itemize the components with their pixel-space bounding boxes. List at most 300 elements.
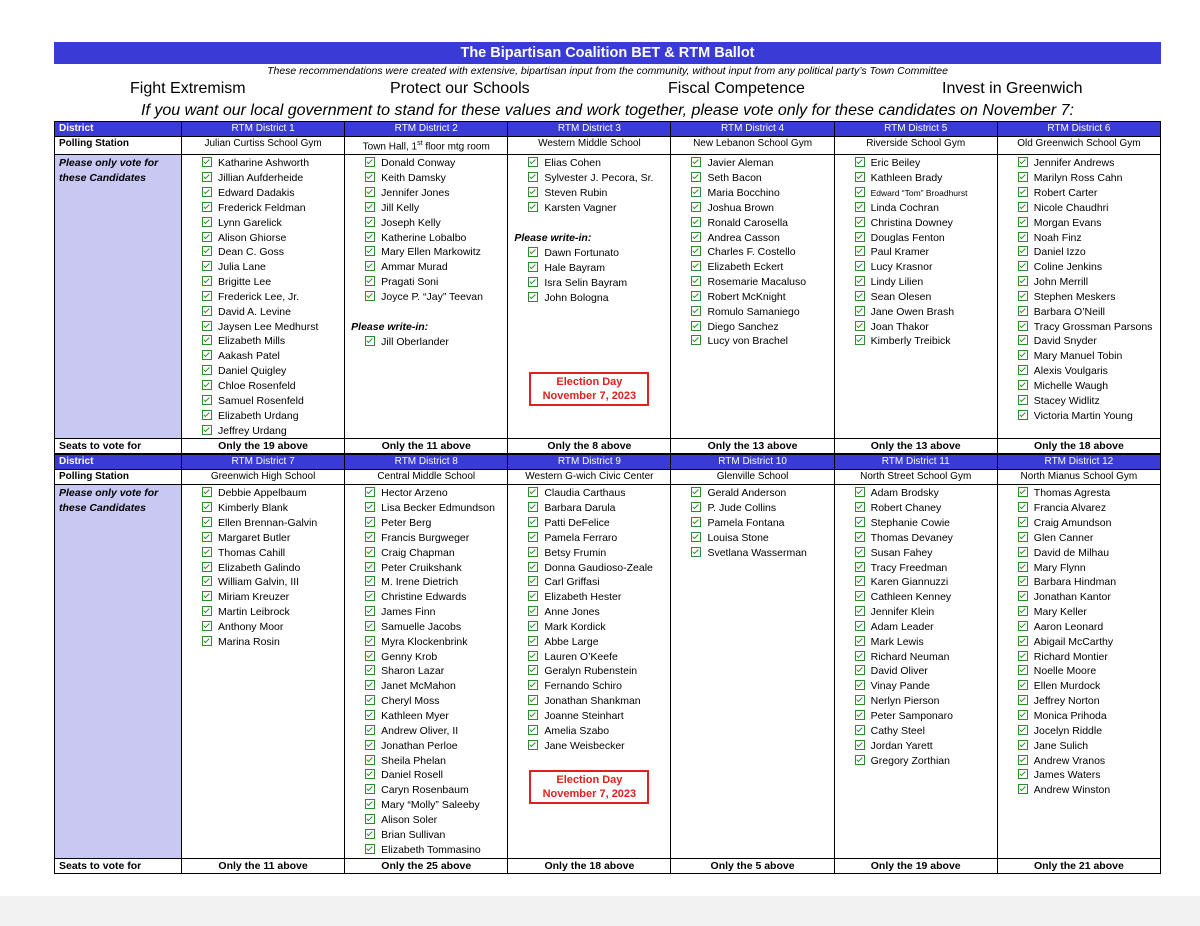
checkbox-icon [202, 335, 212, 345]
candidate-name: Sean Olesen [870, 290, 932, 303]
candidate-item [202, 531, 344, 546]
seats-count: Only the 19 above [834, 859, 997, 874]
candidate-item [1018, 379, 1160, 394]
candidate-name: Eric Beiley [870, 157, 921, 170]
candidate-cell [997, 155, 1160, 439]
value-fight-extremism: Fight Extremism [130, 80, 246, 97]
candidate-item [528, 724, 670, 739]
candidate-item [202, 305, 344, 320]
polling-label: Polling Station [55, 470, 182, 485]
checkbox-icon [202, 365, 212, 375]
candidate-item [1018, 260, 1160, 275]
checkbox-icon [855, 187, 865, 197]
seats-count: Only the 13 above [671, 439, 834, 455]
value-protect-schools: Protect our Schools [390, 80, 530, 97]
checkbox-icon [1018, 395, 1028, 405]
candidate-name: Jeffrey Urdang [218, 424, 287, 437]
checkbox-icon [365, 755, 375, 765]
candidate-item [202, 216, 344, 231]
checkbox-icon [365, 547, 375, 557]
checkbox-icon [1018, 246, 1028, 256]
polling-label: Polling Station [55, 137, 182, 155]
checkbox-icon [855, 665, 865, 675]
candidate-item [855, 546, 997, 561]
please-vote-label: Please only vote for these Candidates [55, 155, 182, 439]
candidate-item [528, 635, 670, 650]
candidate-item [855, 260, 997, 275]
candidate-item [855, 605, 997, 620]
candidate-name: Dean C. Goss [218, 246, 284, 259]
candidate-item [365, 546, 507, 561]
checkbox-icon [365, 336, 375, 346]
checkbox-icon [202, 350, 212, 360]
candidate-name: Rosemarie Macaluso [707, 276, 807, 289]
candidate-name: Keith Damsky [381, 172, 446, 185]
checkbox-icon [1018, 591, 1028, 601]
candidate-item [855, 620, 997, 635]
checkbox-icon [1018, 784, 1028, 794]
ballot-page [54, 42, 1161, 874]
checkbox-icon [855, 636, 865, 646]
candidate-item [855, 305, 997, 320]
election-day-label: Election Day [556, 375, 623, 388]
candidate-name: Tracy Grossman Parsons [1033, 320, 1153, 333]
seats-count: Only the 13 above [834, 439, 997, 455]
candidate-item [1018, 605, 1160, 620]
candidate-name: Kathleen Myer [381, 710, 449, 723]
checkbox-icon [691, 306, 701, 316]
checkbox-icon [528, 277, 538, 287]
candidate-name: Jonathan Shankman [544, 695, 641, 708]
checkbox-icon [202, 517, 212, 527]
candidate-name: Ellen Brennan-Galvin [218, 517, 318, 530]
candidate-name: Monica Prihoda [1033, 710, 1107, 723]
checkbox-icon [528, 247, 538, 257]
checkbox-icon [691, 321, 701, 331]
candidate-name: Jennifer Andrews [1033, 157, 1115, 170]
district-header-row [55, 454, 1161, 470]
candidate-item [1018, 501, 1160, 516]
candidate-name: Joyce P. “Jay” Teevan [381, 290, 483, 303]
checkbox-icon [365, 695, 375, 705]
candidate-item [855, 664, 997, 679]
district-name: RTM District 3 [508, 122, 671, 137]
candidate-item [365, 664, 507, 679]
candidate-item [855, 486, 997, 501]
candidate-item [855, 290, 997, 305]
candidate-name: Martin Leibrock [218, 606, 290, 619]
checkbox-icon [1018, 217, 1028, 227]
checkbox-icon [528, 292, 538, 302]
checkbox-icon [855, 532, 865, 542]
please-vote-label: Please only vote for these Candidates [55, 485, 182, 859]
checkbox-icon [1018, 665, 1028, 675]
candidate-cell [508, 485, 671, 859]
checkbox-icon [528, 621, 538, 631]
candidate-item [1018, 320, 1160, 335]
candidate-name: Claudia Carthaus [544, 487, 626, 500]
checkbox-icon [1018, 740, 1028, 750]
checkbox-icon [528, 202, 538, 212]
checkbox-icon [365, 725, 375, 735]
district-name: RTM District 7 [182, 454, 345, 470]
candidate-item [528, 575, 670, 590]
polling-station: Old Greenwich School Gym [997, 137, 1160, 155]
checkbox-icon [1018, 695, 1028, 705]
checkbox-icon [202, 532, 212, 542]
candidate-item [202, 320, 344, 335]
candidate-name: Robert McKnight [707, 290, 786, 303]
checkbox-icon [528, 725, 538, 735]
candidate-item [1018, 709, 1160, 724]
polling-station-sup: st [417, 140, 423, 147]
candidate-item [1018, 679, 1160, 694]
candidate-item [365, 156, 507, 171]
seats-count: Only the 11 above [345, 439, 508, 455]
checkbox-icon [1018, 365, 1028, 375]
candidate-name: Andrea Casson [707, 231, 780, 244]
polling-station: Greenwich High School [182, 470, 345, 485]
candidate-name: Vinay Pande [870, 680, 930, 693]
candidate-item [691, 546, 833, 561]
district-label: District [55, 454, 182, 470]
checkbox-icon [528, 502, 538, 512]
candidate-name: Robert Chaney [870, 502, 942, 515]
checkbox-icon [1018, 769, 1028, 779]
checkbox-icon [528, 680, 538, 690]
candidate-name: Susan Fahey [870, 546, 933, 559]
checkbox-icon [1018, 547, 1028, 557]
candidate-name: Lauren O’Keefe [544, 650, 618, 663]
candidate-name: Adam Brodsky [870, 487, 939, 500]
checkbox-icon [1018, 291, 1028, 301]
spacer [508, 306, 670, 366]
checkbox-icon [202, 621, 212, 631]
candidate-item [691, 486, 833, 501]
candidate-item [528, 739, 670, 754]
candidate-list [508, 485, 670, 753]
candidate-name: Jillian Aufderheide [218, 172, 304, 185]
candidate-name: Marina Rosin [218, 635, 280, 648]
seats-count: Only the 25 above [345, 859, 508, 874]
candidate-name: M. Irene Dietrich [381, 576, 459, 589]
checkbox-icon [202, 606, 212, 616]
candidate-name: Debbie Appelbaum [218, 487, 307, 500]
checkbox-icon [202, 261, 212, 271]
candidate-item [855, 754, 997, 769]
district-name: RTM District 2 [345, 122, 508, 137]
checkbox-icon [528, 187, 538, 197]
candidate-item [1018, 561, 1160, 576]
candidate-name: Elizabeth Urdang [218, 409, 299, 422]
checkbox-icon [365, 276, 375, 286]
polling-station: North Mianus School Gym [997, 470, 1160, 485]
candidate-item [1018, 664, 1160, 679]
candidate-name: Abigail McCarthy [1033, 635, 1114, 648]
checkbox-icon [855, 232, 865, 242]
candidate-name: Elizabeth Mills [218, 335, 286, 348]
candidate-item [1018, 245, 1160, 260]
district-name: RTM District 4 [671, 122, 834, 137]
checkbox-icon [691, 217, 701, 227]
candidate-item [691, 171, 833, 186]
candidate-list [182, 485, 344, 649]
candidate-cell [182, 485, 345, 859]
candidate-list [998, 155, 1160, 423]
candidate-item [855, 201, 997, 216]
candidate-item [855, 245, 997, 260]
candidate-item [855, 679, 997, 694]
candidate-item [1018, 516, 1160, 531]
candidate-item [1018, 186, 1160, 201]
candidate-item [202, 620, 344, 635]
candidate-item [365, 260, 507, 275]
district-name: RTM District 6 [997, 122, 1160, 137]
checkbox-icon [365, 157, 375, 167]
checkbox-icon [855, 606, 865, 616]
checkbox-icon [202, 380, 212, 390]
candidate-item [855, 171, 997, 186]
candidate-item [691, 275, 833, 290]
candidate-name: Katherine Lobalbo [381, 231, 467, 244]
checkbox-icon [855, 576, 865, 586]
candidate-name: David Oliver [870, 665, 928, 678]
checkbox-icon [202, 291, 212, 301]
checkbox-icon [691, 246, 701, 256]
checkbox-icon [528, 157, 538, 167]
candidate-list [508, 155, 670, 215]
candidate-item [855, 516, 997, 531]
candidate-item [855, 320, 997, 335]
checkbox-icon [202, 562, 212, 572]
candidate-name: Barbara O’Neill [1033, 305, 1105, 318]
candidate-list [345, 155, 507, 304]
candidate-item [365, 724, 507, 739]
candidate-item [365, 201, 507, 216]
candidate-name: Jane Sulich [1033, 739, 1089, 752]
candidate-name: Mary Keller [1033, 606, 1087, 619]
district-name: RTM District 5 [834, 122, 997, 137]
candidate-name: Sylvester J. Pecora, Sr. [544, 172, 654, 185]
candidate-name: Samuel Rosenfeld [218, 394, 304, 407]
candidate-item [691, 501, 833, 516]
candidate-item [691, 334, 833, 349]
checkbox-icon [365, 562, 375, 572]
checkbox-icon [855, 306, 865, 316]
checkbox-icon [202, 187, 212, 197]
candidate-name: Donna Gaudioso-Zeale [544, 561, 653, 574]
candidate-item [365, 768, 507, 783]
candidate-name: Michelle Waugh [1033, 379, 1109, 392]
candidate-item [1018, 754, 1160, 769]
candidate-item [691, 156, 833, 171]
checkbox-icon [202, 276, 212, 286]
candidate-name: Joseph Kelly [381, 216, 441, 229]
seats-row [55, 859, 1161, 874]
candidate-name: Brian Sullivan [381, 828, 446, 841]
polling-station-text: Town Hall, 1 [362, 141, 418, 153]
checkbox-icon [855, 651, 865, 661]
spacer [345, 305, 507, 320]
candidate-item [365, 590, 507, 605]
checkbox-icon [691, 276, 701, 286]
candidate-item [1018, 305, 1160, 320]
checkbox-icon [365, 665, 375, 675]
candidate-item [202, 201, 344, 216]
checkbox-icon [202, 246, 212, 256]
candidate-item [365, 575, 507, 590]
candidate-name: Diego Sanchez [707, 320, 779, 333]
write-in-label: Please write-in: [351, 320, 429, 333]
candidate-item [365, 335, 507, 350]
checkbox-icon [365, 784, 375, 794]
candidate-name: Gerald Anderson [707, 487, 787, 500]
checkbox-icon [365, 710, 375, 720]
checkbox-icon [365, 202, 375, 212]
candidate-item [855, 590, 997, 605]
bottom-bar [0, 896, 1200, 926]
checkbox-icon [365, 680, 375, 690]
polling-station: New Lebanon School Gym [671, 137, 834, 155]
candidate-item [202, 409, 344, 424]
checkbox-icon [691, 517, 701, 527]
candidate-name: Paul Kramer [870, 246, 929, 259]
candidate-item [1018, 201, 1160, 216]
candidate-list [671, 485, 833, 560]
checkbox-icon [365, 621, 375, 631]
candidate-item [202, 546, 344, 561]
candidate-item [1018, 216, 1160, 231]
candidate-name: Patti DeFelice [544, 517, 610, 530]
candidate-item [202, 231, 344, 246]
checkbox-icon [202, 202, 212, 212]
polling-station: Julian Curtiss School Gym [182, 137, 345, 155]
seats-count: Only the 5 above [671, 859, 834, 874]
polling-row [55, 137, 1161, 155]
checkbox-icon [202, 157, 212, 167]
candidate-item [365, 216, 507, 231]
checkbox-icon [365, 799, 375, 809]
candidate-item [1018, 783, 1160, 798]
candidate-item [365, 486, 507, 501]
candidate-cell [345, 155, 508, 439]
candidate-item [528, 246, 670, 261]
candidate-item [1018, 156, 1160, 171]
candidate-item [528, 186, 670, 201]
candidate-name: Joshua Brown [707, 201, 775, 214]
candidate-item [855, 186, 997, 201]
checkbox-icon [1018, 710, 1028, 720]
candidate-cell [834, 485, 997, 859]
candidate-item [1018, 171, 1160, 186]
checkbox-icon [202, 321, 212, 331]
checkbox-icon [365, 769, 375, 779]
values-row [54, 79, 1161, 101]
checkbox-icon [528, 517, 538, 527]
candidate-item [202, 275, 344, 290]
checkbox-icon [1018, 517, 1028, 527]
candidate-name: Betsy Frumin [544, 546, 607, 559]
candidate-item [1018, 231, 1160, 246]
candidate-item [855, 216, 997, 231]
candidate-item [1018, 724, 1160, 739]
checkbox-icon [528, 576, 538, 586]
write-in-list [345, 334, 507, 350]
candidate-name: Javier Aleman [707, 157, 774, 170]
candidate-name: Lucy Krasnor [870, 261, 933, 274]
checkbox-icon [202, 576, 212, 586]
candidates-row [55, 155, 1161, 439]
candidate-item [1018, 334, 1160, 349]
candidate-name: Geralyn Rubenstein [544, 665, 638, 678]
candidate-item [365, 739, 507, 754]
candidate-name: Hale Bayram [544, 262, 606, 275]
candidate-item [202, 156, 344, 171]
candidate-cell [182, 155, 345, 439]
ballot-title: The Bipartisan Coalition BET & RTM Ballot [54, 42, 1161, 64]
candidate-name: Mary “Molly” Saleeby [381, 799, 480, 812]
candidate-name: Ellen Murdock [1033, 680, 1101, 693]
checkbox-icon [855, 335, 865, 345]
candidate-name: Gregory Zorthian [870, 754, 950, 767]
election-day-label: Election Day [556, 773, 623, 786]
checkbox-icon [202, 172, 212, 182]
candidate-name: Alison Ghiorse [218, 231, 287, 244]
candidate-name: Douglas Fenton [870, 231, 945, 244]
candidate-item [202, 486, 344, 501]
checkbox-icon [1018, 562, 1028, 572]
candidate-name: Cathy Steel [870, 724, 925, 737]
ballot-subtitle: These recommendations were created with extensive, bipartisan input from the community, without input from any political party’s Town Committee [267, 65, 948, 77]
candidate-item [1018, 739, 1160, 754]
candidate-name: Janet McMahon [381, 680, 456, 693]
candidate-item [1018, 694, 1160, 709]
polling-row [55, 470, 1161, 485]
candidate-name: Elizabeth Eckert [707, 261, 784, 274]
candidate-item [528, 531, 670, 546]
candidate-name: Adam Leader [870, 620, 934, 633]
candidate-item [855, 531, 997, 546]
candidate-name: Thomas Devaney [870, 531, 953, 544]
checkbox-icon [528, 665, 538, 675]
candidate-item [365, 798, 507, 813]
candidate-name: Jennifer Klein [870, 606, 935, 619]
polling-station [345, 137, 508, 155]
candidate-item [528, 516, 670, 531]
checkbox-icon [528, 606, 538, 616]
candidate-item [855, 275, 997, 290]
candidate-name: Thomas Cahill [218, 546, 286, 559]
candidate-item [202, 349, 344, 364]
candidate-name: Elizabeth Tommasino [381, 843, 481, 856]
checkbox-icon [202, 502, 212, 512]
candidate-name: Francia Alvarez [1033, 502, 1107, 515]
candidate-name: Lindy Lilien [870, 276, 924, 289]
checkbox-icon [691, 487, 701, 497]
candidate-item [855, 694, 997, 709]
checkbox-icon [1018, 532, 1028, 542]
checkbox-icon [855, 217, 865, 227]
candidate-item [1018, 620, 1160, 635]
candidate-item [691, 216, 833, 231]
seats-row [55, 439, 1161, 455]
candidate-name: Svetlana Wasserman [707, 546, 807, 559]
candidate-item [855, 635, 997, 650]
candidate-item [365, 828, 507, 843]
candidate-name: Frederick Feldman [218, 201, 306, 214]
checkbox-icon [365, 740, 375, 750]
candidate-cell [834, 155, 997, 439]
